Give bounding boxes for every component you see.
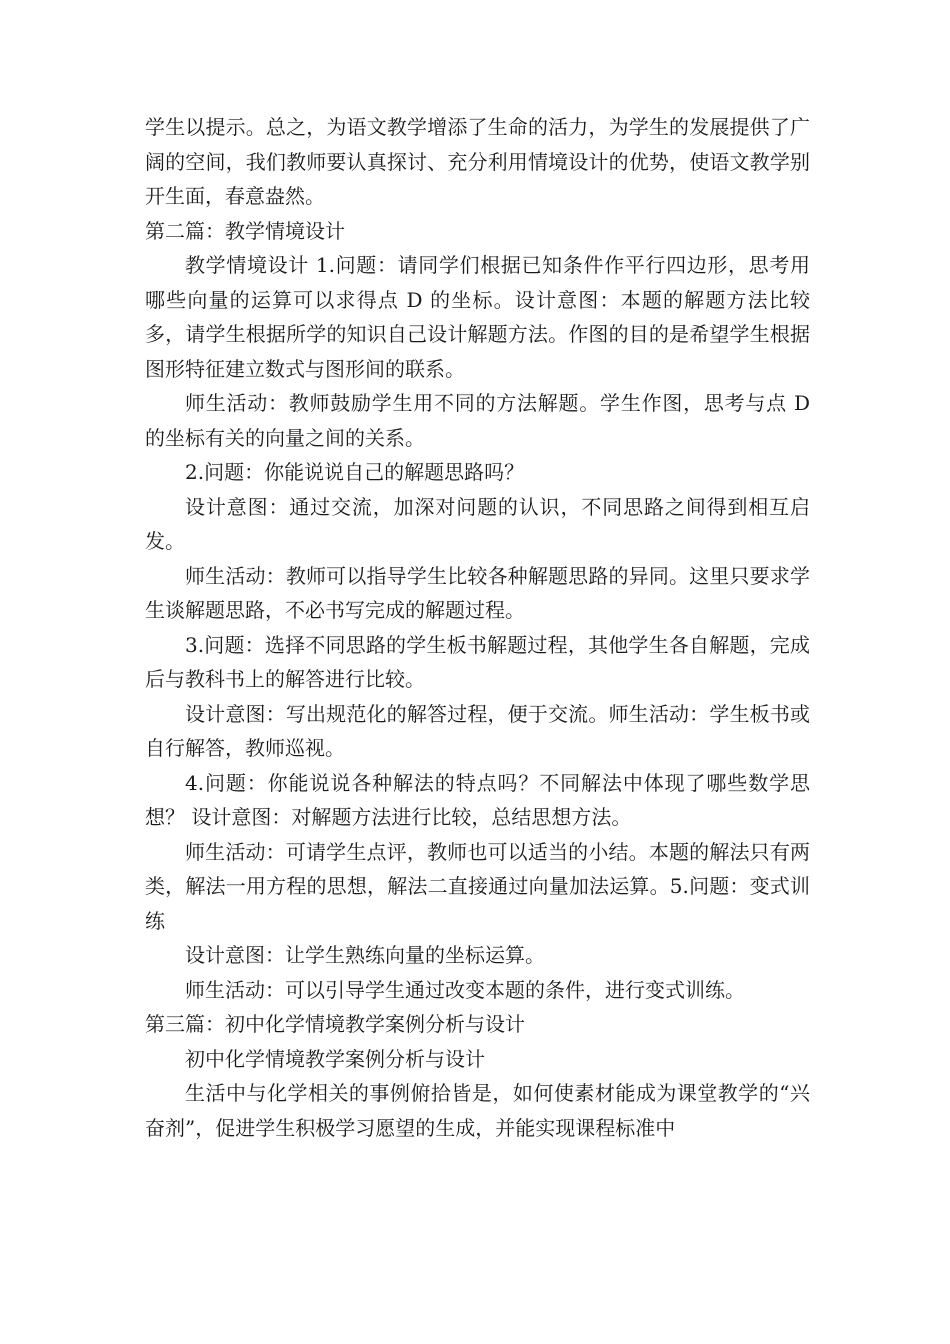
paragraph: 4.问题：你能说说各种解法的特点吗？不同解法中体现了哪些数学思想？ 设计意图：对解题方法进行比较，总结思想方法。: [145, 770, 810, 829]
paragraph: 生活中与化学相关的事例俯拾皆是，如何使素材能成为课堂教学的“兴奋剂”，促进学生积极学习愿望的生成，并能实现课程标准中: [145, 1081, 810, 1140]
paragraph: 设计意图：通过交流，加深对问题的认识，不同思路之间得到相互启发。: [145, 494, 810, 553]
paragraph: 设计意图：写出规范化的解答过程，便于交流。师生活动：学生板书或自行解答，教师巡视。: [145, 701, 810, 760]
paragraph: 师生活动：可以引导学生通过改变本题的条件，进行变式训练。: [185, 977, 745, 1002]
paragraph: 师生活动：可请学生点评，教师也可以适当的小结。本题的解法只有两类，解法一用方程的思想，解法二直接通过向量加法运算。5.问题：变式训练: [145, 839, 810, 933]
document-page: [145, 110, 810, 1145]
paragraph: 3.问题：选择不同思路的学生板书解题过程，其他学生各自解题，完成后与教科书上的解答进行比较。: [145, 632, 810, 691]
paragraph-continued: 学生以提示。总之，为语文教学增添了生命的活力，为学生的发展提供了广阔的空间，我们教师要认真探讨、充分利用情境设计的优势，使语文教学别开生面，春意盎然。: [145, 115, 810, 208]
paragraph: 2.问题：你能说说自己的解题思路吗？: [185, 460, 525, 484]
section-heading-3: 第三篇：初中化学情境教学案例分析与设计: [145, 1012, 525, 1036]
paragraph: 师生活动：教师鼓励学生用不同的方法解题。学生作图，思考与点 D 的坐标有关的向量之间的关系。: [145, 391, 810, 450]
section-heading-2: 第二篇：教学情境设计: [145, 218, 345, 243]
paragraph: 设计意图：让学生熟练向量的坐标运算。: [185, 943, 545, 967]
paragraph: 师生活动：教师可以指导学生比较各种解题思路的异同。这里只要求学生谈解题思路，不必书写完成的解题过程。: [145, 563, 810, 622]
paragraph-subtitle: 初中化学情境教学案例分析与设计: [185, 1046, 485, 1071]
paragraph: 教学情境设计 1.问题：请同学们根据已知条件作平行四边形，思考用哪些向量的运算可以求得点 D 的坐标。设计意图：本题的解题方法比较多，请学生根据所学的知识自己设计解题方法。作图的目的是希望学生根据图形特征建立数式与图形间的联系。: [145, 253, 810, 381]
